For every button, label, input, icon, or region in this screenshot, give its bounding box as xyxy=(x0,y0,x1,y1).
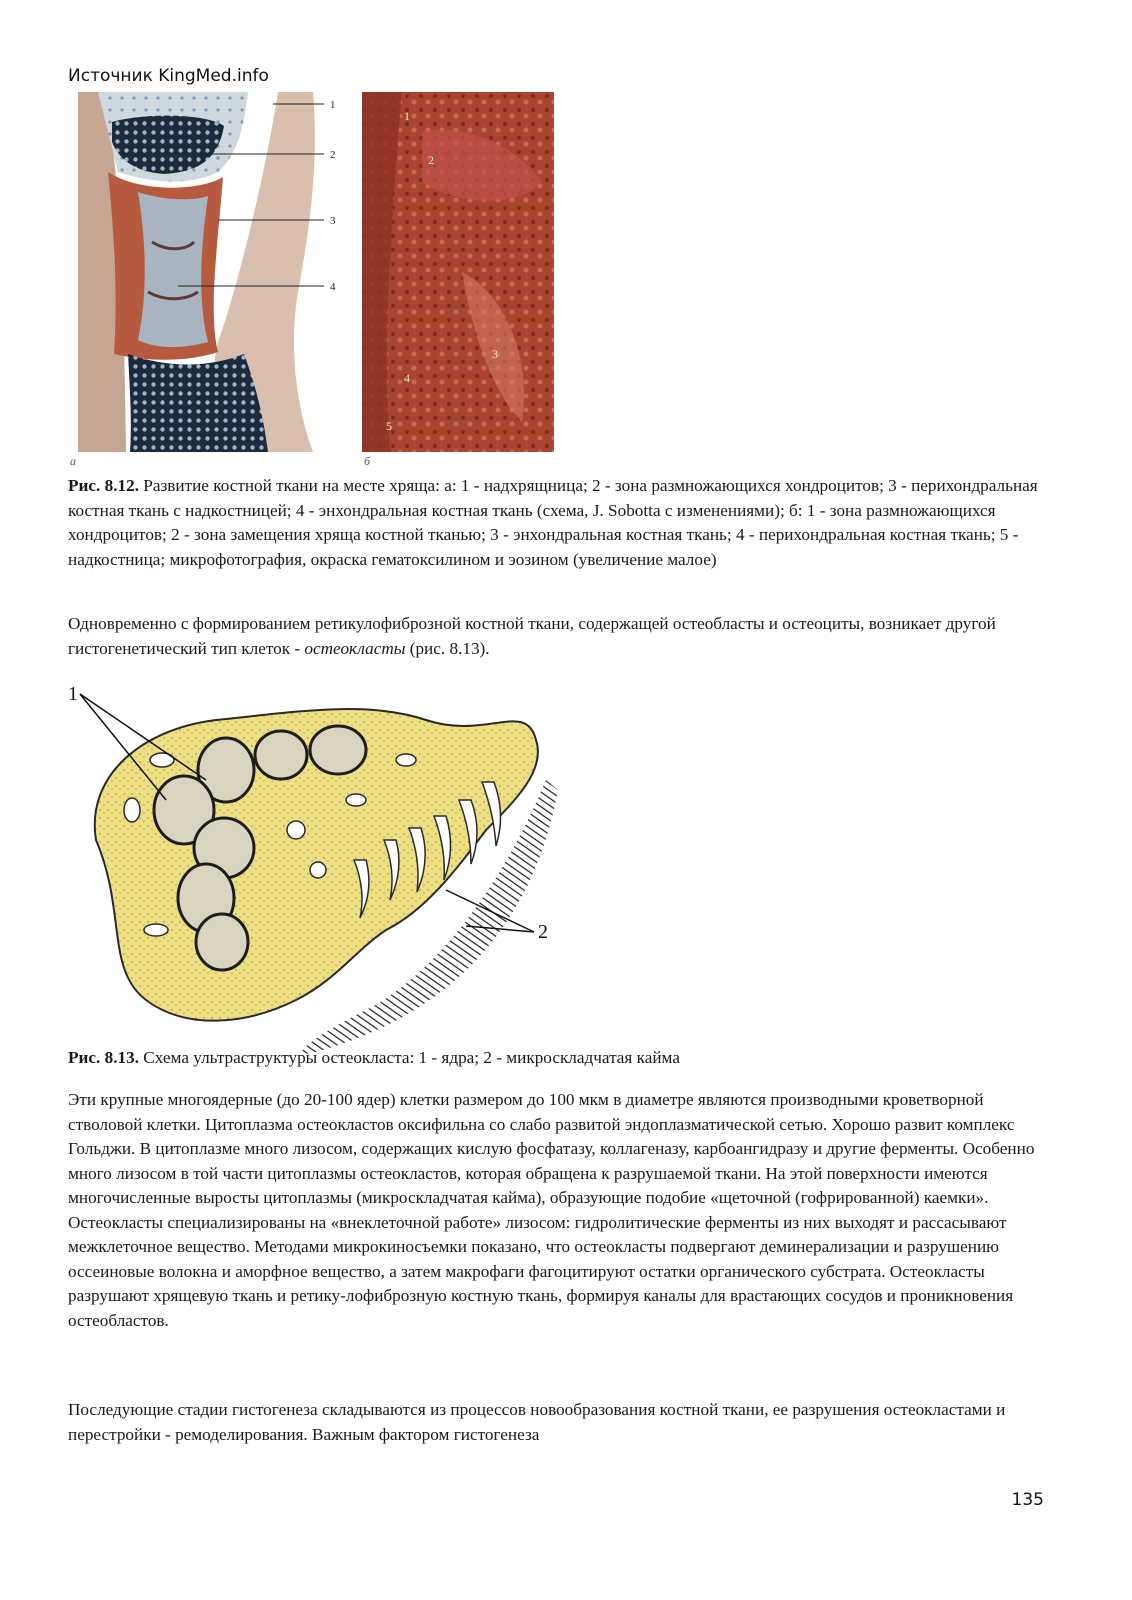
caption-label-13: Рис. 8.13. xyxy=(68,1048,139,1067)
callout-b-3: 3 xyxy=(492,347,498,361)
paragraph-1-ref: (рис. 8.13). xyxy=(405,638,490,658)
callout-b-1: 1 xyxy=(404,109,410,123)
source-header: Источник KingMed.info xyxy=(68,66,269,86)
callout-b-5: 5 xyxy=(386,419,392,433)
callout-13-1: 1 xyxy=(68,683,78,705)
callout-a-1: 1 xyxy=(330,99,336,111)
paragraph-1-term: остеокласты xyxy=(304,638,406,658)
callout-a-3: 3 xyxy=(330,215,336,227)
figure-8-13-caption xyxy=(68,1046,1058,1071)
sublabel-b: б xyxy=(364,454,371,468)
paragraph-3: Последующие стадии гистогенеза складываются из процессов новообразования костной ткани, ее разрушения остеокластами и перестройки - ремоделирования. Важным фактором гистогенеза xyxy=(68,1400,1006,1444)
callout-b-2: 2 xyxy=(428,153,434,167)
paragraph-1 xyxy=(68,612,1058,661)
paragraph-2: Эти крупные многоядерные (до 20-100 ядер) клетки размером до 100 мкм в диаметре являются производными кроветворной стволовой клетки. Цитоплазма остеокластов оксифильна со слабо развитой эндоплазматической сетью. Хорошо развит комплекс Гольджи. В цитоплазме много лизосом, содержащих кислую фосфатазу, коллагеназу, карбоангидразу и другие ферменты. Особенно много лизосом в той части цитоплазмы остеокластов, которая обращена к разрушаемой ткани. На этой поверхности имеются многочисленные выросты цитоплазмы (микроскладчатая кайма), образующие подобие «щеточной (гофрированной) каемки». Остеокласты специализированы на «внеклеточной работе» лизосом: гидролитические ферменты из них выходят и рассасывают межклеточное вещество. Методами микрокиносъемки показано, что остеокласты подвергают деминерализации и разрушению оссеиновые волокна и аморфное вещество, а затем макрофаги фагоцитируют остатки органического субстрата. Остеокласты разрушают хрящевую ткань и ретику-лофиброзную костную ткань, формируя каналы для врастающих сосудов и проникновения остеобластов. xyxy=(68,1090,1035,1330)
figure-8-12a-schematic xyxy=(68,92,356,452)
callout-13-2: 2 xyxy=(538,921,548,943)
sublabel-a: а xyxy=(70,454,76,468)
caption-text: Развитие костной ткани на месте хряща: а: 1 - надхрящница; 2 - зона размножающихся хондроцитов; 3 - перихондральная костная ткань с надкостницей; 4 - энхондральная костная ткань (схема, J. Sobotta с изменениями); б: 1 - зона размножающихся хондроцитов; 2 - зона замещения хряща костной тканью; 3 - энхондральная костная ткань; 4 - перихондральная костная ткань; 5 - надкостница; микрофотография, окраска гематоксилином и эозином (увеличение малое) xyxy=(68,476,1038,569)
callout-a-2: 2 xyxy=(330,149,336,161)
caption-text-13: Схема ультраструктуры остеокласта: 1 - ядра; 2 - микроскладчатая кайма xyxy=(139,1048,680,1067)
figure-8-12-caption xyxy=(68,474,1058,572)
callout-a-4: 4 xyxy=(330,281,336,293)
caption-label: Рис. 8.12. xyxy=(68,476,139,495)
callout-b-4: 4 xyxy=(404,371,410,385)
figure-8-13-osteoclast xyxy=(66,680,566,1072)
figure-8-12b-micrograph xyxy=(362,92,554,452)
page-number: 135 xyxy=(1011,1490,1044,1510)
paragraph-1-text: Одновременно с формированием ретикулофиброзной костной ткани, содержащей остеобласты и остеоциты, возникает другой гистогенетический тип клеток - xyxy=(68,614,996,658)
